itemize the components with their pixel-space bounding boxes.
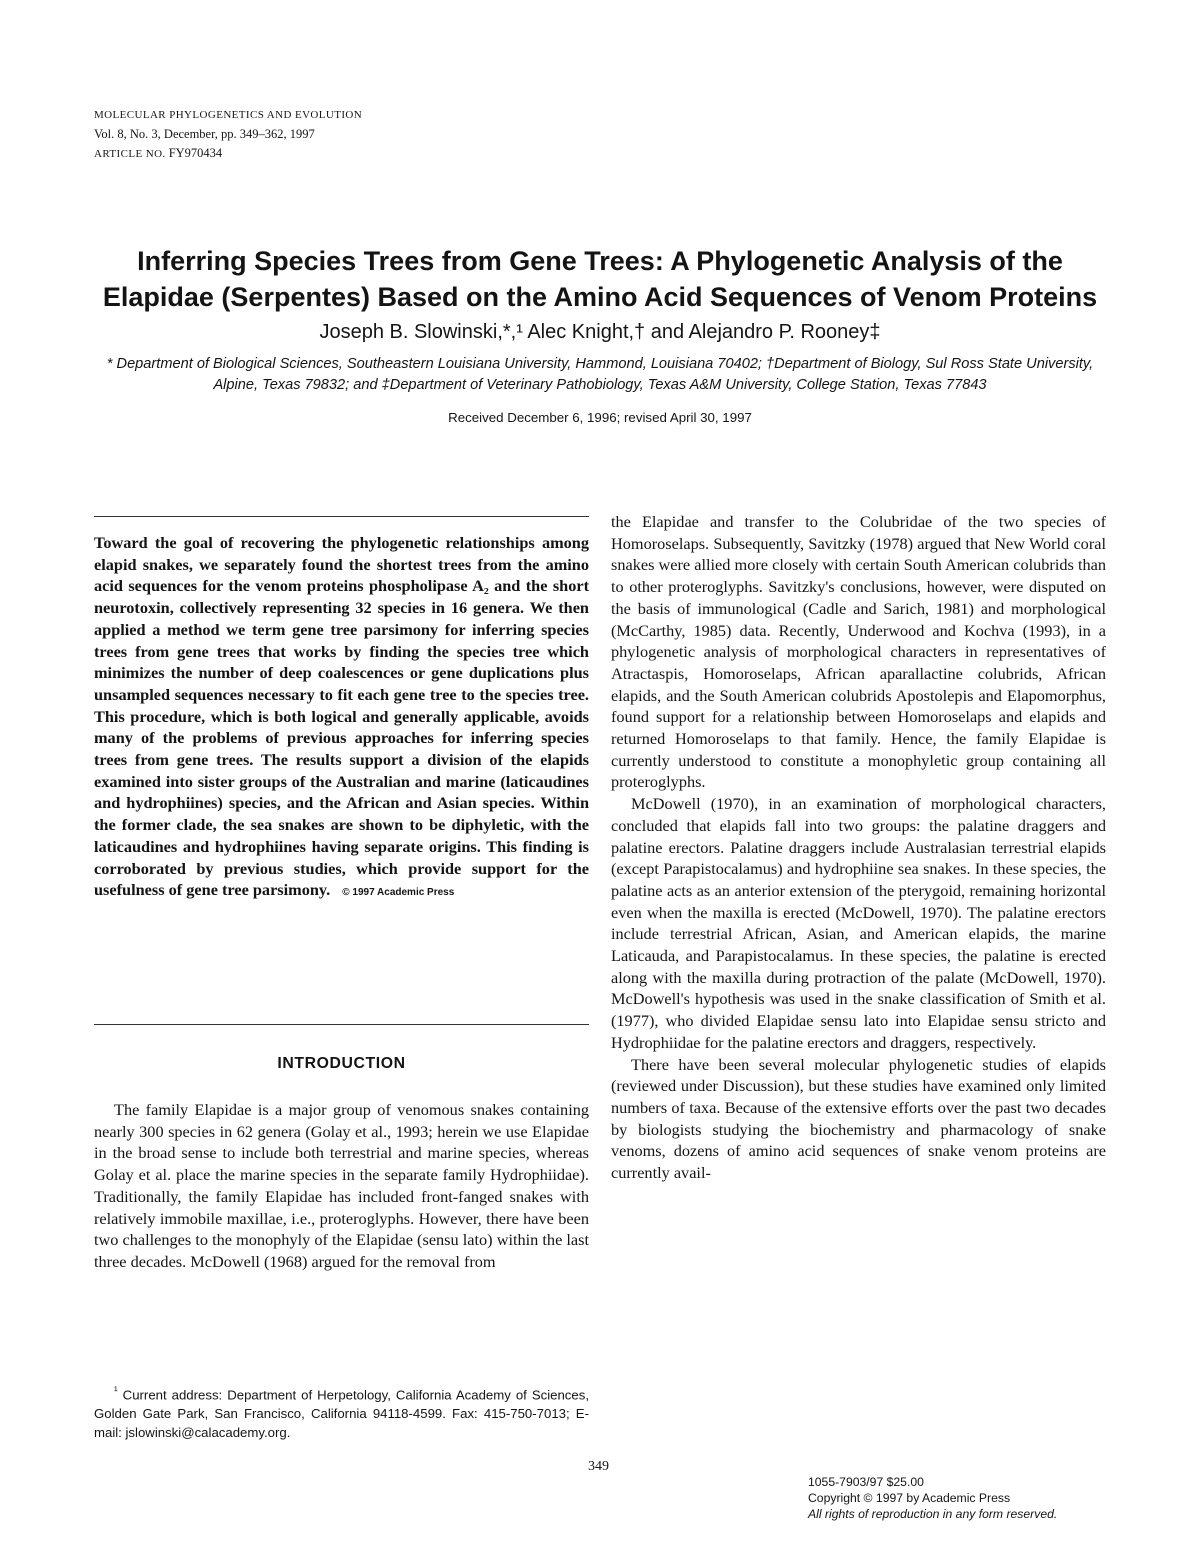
article-number: FY970434 bbox=[168, 146, 223, 160]
publisher-copyright: Copyright © 1997 by Academic Press bbox=[808, 1491, 1011, 1505]
section-heading-introduction: INTRODUCTION bbox=[277, 1055, 406, 1072]
abstract-text: Toward the goal of recovering the phylogenetic relationships among elapid snakes, we separately found the shortest trees from the amino acid sequences for the venom proteins phospholipase A₂ and the short neurotoxin, collectively representing 32 species in 16 genera. We then applied a method we term gene tree parsimony for inferring species trees from gene trees that works by finding the species tree which minimizes the number of deep coalescences or gene duplications plus unsampled sequences necessary to fit each gene tree to the species tree. This procedure, which is both logical and generally applicable, avoids many of the problems of previous approaches for inferring species trees from gene trees. The results support a division of the elapids examined into sister groups of the Australian and marine (laticaudines and hydrophiines) species, and the African and Asian species. Within the former clade, the sea snakes are shown to be diphyletic, with the laticaudines and hydrophiines having separate origins. This finding is corroborated by previous studies, which provide support for the usefulness of gene tree parsimony. bbox=[94, 533, 589, 900]
issn-price: 1055-7903/97 $25.00 bbox=[808, 1475, 924, 1489]
article-number-line bbox=[94, 144, 362, 164]
publisher-info bbox=[808, 1474, 1057, 1522]
right-paragraph-2: McDowell (1970), in an examination of morphological characters, concluded that elapids fall into two groups: the palatine draggers and palatine erectors. Palatine draggers include Australasian terrestrial elapids (except Parapistocalamus) and hydrophiine sea snakes. In these species, the palatine acts as an anterior extension of the pterygoid, remaining horizontal even when the maxilla is erected (McDowell, 1970). The palatine erectors include terrestrial African, Asian, and American elapids, the marine Laticauda, and Parapistocalamus. In these species, the palatine is erected along with the maxilla during protraction of the palate (McDowell, 1970). McDowell's hypothesis was used in the snake classification of Smith et al. (1977), who divided Elapidae sensu lato into Elapidae sensu stricto and Hydrophiidae for the palatine erectors and draggers, respectively. bbox=[611, 794, 1106, 1052]
affiliations: * Department of Biological Sciences, Southeastern Louisiana University, Hammond, Louisiana 70402; †Department of Biology, Sul Ross State University, Alpine, Texas 79832; and ‡Department of Veterinary Pathobiology, Texas A&M University, College Station, Texas 77843 bbox=[106, 356, 1094, 393]
journal-name: MOLECULAR PHYLOGENETICS AND EVOLUTION bbox=[94, 109, 363, 121]
abstract-bottom-rule bbox=[94, 1024, 589, 1025]
right-paragraph-3: There have been several molecular phylogenetic studies of elapids (reviewed under Discussion), but these studies have examined only limited numbers of taxa. Because of the extensive efforts over the past two decades by biologists studying the biochemistry and pharmacology of snake venoms, dozens of amino acid sequences of snake venom proteins are currently avail- bbox=[611, 1054, 1106, 1183]
right-paragraph-1: the Elapidae and transfer to the Colubridae of the two species of Homoroselaps. Subsequently, Savitzky (1978) argued that New World coral snakes were allied more closely with certain South American colubrids than to other proteroglyphs. Savitzky's conclusions, however, were disputed on the basis of immunological (Cadle and Sarich, 1981) and morphological (McCarthy, 1985) data. Recently, Underwood and Kochva (1993), in a phylogenetic analysis of morphological characters in representatives of Atractaspis, Homoroselaps, African aparallactine colubrids, African elapids, and the South American colubrids Apostolepis and Elapomorphus, found support for a relationship between Homoroselaps and elapids and returned Homoroselaps to that family. Hence, the family Elapidae is currently understood to constitute a monophyletic group containing all proteroglyphs. bbox=[611, 512, 1106, 792]
abstract bbox=[94, 532, 589, 904]
page-number: 349 bbox=[588, 1459, 609, 1474]
received-dates: Received December 6, 1996; revised April 30, 1997 bbox=[448, 410, 752, 425]
footnote-marker: ¹ bbox=[114, 1385, 118, 1397]
title-block bbox=[90, 243, 1110, 427]
abstract-copyright: © 1997 Academic Press bbox=[342, 887, 455, 899]
abstract-top-rule bbox=[94, 516, 589, 517]
article-label: ARTICLE NO. bbox=[94, 148, 166, 160]
volume-line: Vol. 8, No. 3, December, pp. 349–362, 1997 bbox=[94, 127, 315, 141]
footnote bbox=[94, 1382, 589, 1442]
left-column bbox=[94, 1099, 589, 1273]
author-list: Joseph B. Slowinski,*,¹ Alec Knight,† and Alejandro P. Rooney‡ bbox=[319, 321, 881, 343]
footnote-text: Current address: Department of Herpetology, California Academy of Sciences, Golden Gate Park, San Francisco, California 94118-4599. Fax: 415-750-7013; E-mail: jslowinski@calacademy.org. bbox=[94, 1387, 589, 1441]
intro-paragraph-1: The family Elapidae is a major group of venomous snakes containing nearly 300 species in 62 genera (Golay et al., 1993; herein we use Elapidae in the broad sense to include both terrestrial and marine species, whereas Golay et al. place the marine species in the separate family Hydrophiidae). Traditionally, the family Elapidae has included front-fanged snakes with relatively immobile maxillae, i.e., proteroglyphs. However, there have been two challenges to the monophyly of the Elapidae (sensu lato) within the last three decades. McDowell (1968) argued for the removal from bbox=[94, 1100, 589, 1271]
journal-header bbox=[94, 106, 362, 164]
paper-title: Inferring Species Trees from Gene Trees: A Phylogenetic Analysis of the Elapidae (Serpentes) Based on the Amino Acid Sequences of Venom Proteins bbox=[102, 246, 1098, 312]
rights-reserved: All rights of reproduction in any form reserved. bbox=[808, 1507, 1058, 1521]
right-column bbox=[611, 511, 1106, 1184]
